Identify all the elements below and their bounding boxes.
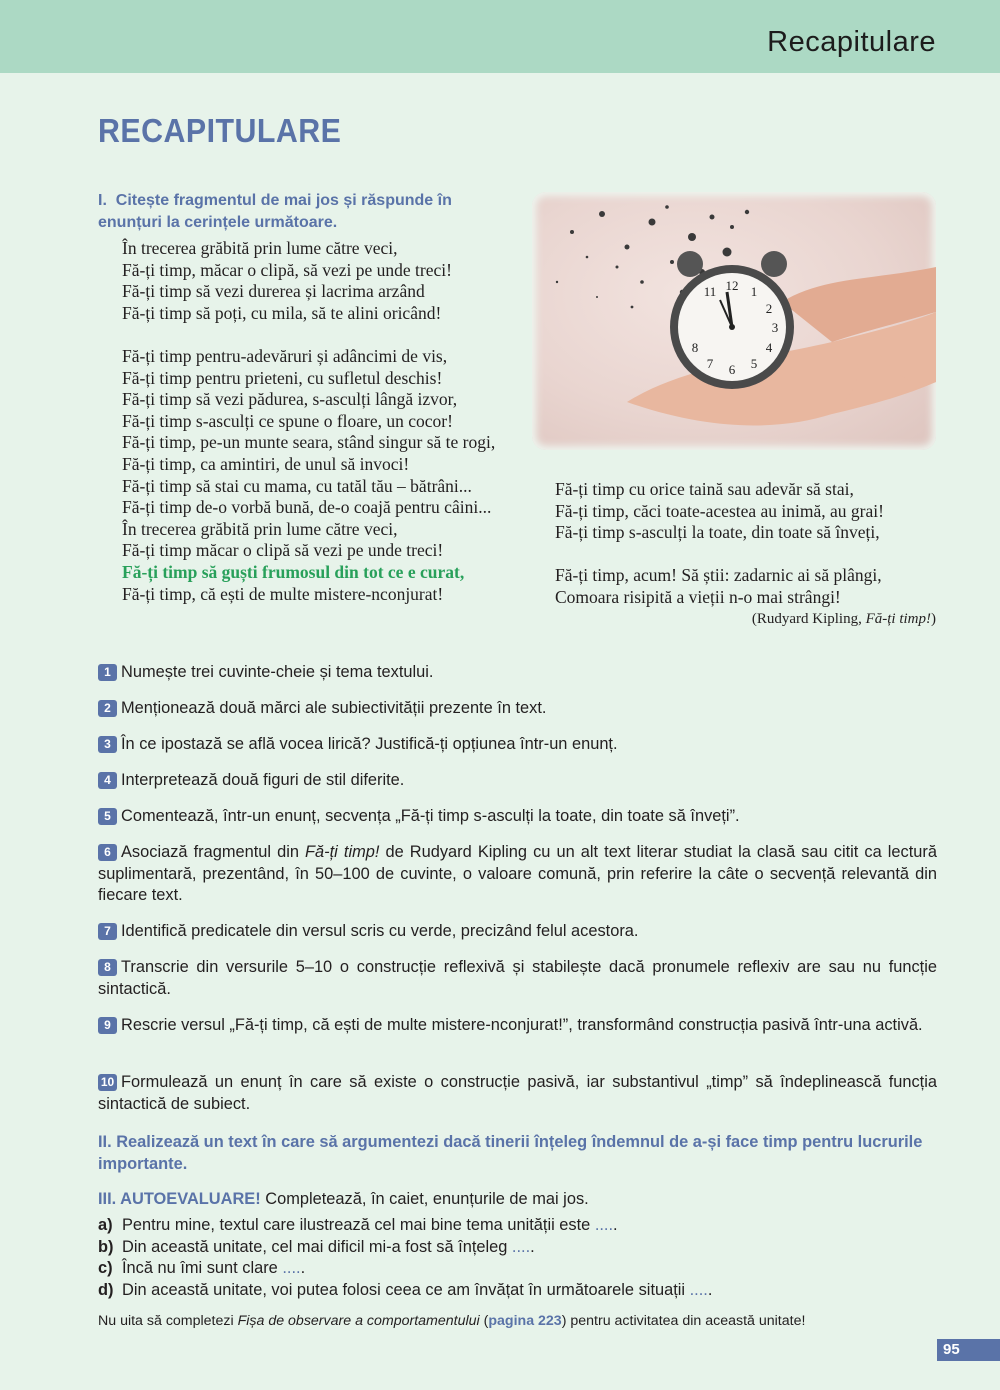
list-item xyxy=(98,1215,937,1237)
disintegrating-clock-illustration xyxy=(532,192,936,450)
question-text: Formulează un enunț în care să existe o construcție pasivă, iar substantivul „timp” să îndeplinească funcția sintactică de subiect. xyxy=(98,1073,937,1113)
question-number-badge: 5 xyxy=(98,808,117,825)
reminder-note xyxy=(98,1311,805,1331)
clock-number: 5 xyxy=(750,356,758,371)
poem-verse-green: Fă-ți timp să guști frumosul din tot ce e curat, xyxy=(122,561,465,582)
attribution-author: (Rudyard Kipling, xyxy=(751,611,866,627)
question-10 xyxy=(98,1072,937,1115)
poem-verse: Fă-ți timp, acum! Să știi: zadarnic ai să plângi, xyxy=(555,565,882,586)
section-3-self-evaluation xyxy=(98,1188,937,1210)
clock-number: 6 xyxy=(728,362,736,377)
poem-verse: Fă-ți timp, căci toate-acestea au inimă, au grai! xyxy=(555,500,884,521)
question-number-badge: 1 xyxy=(98,664,117,681)
poem-verse: Fă-ți timp, că ești de multe mistere-nconjurat! xyxy=(122,583,444,604)
poem-verse: Fă-ți timp s-asculți ce spune o floare, un cocor! xyxy=(122,410,453,431)
question-number-badge: 8 xyxy=(98,959,117,976)
question-text: Comentează, într-un enunț, secvența „Fă-ți timp s-asculți la toate, din toate să înveți”. xyxy=(121,807,740,825)
page-reference-link[interactable]: pagina 223 xyxy=(488,1313,562,1329)
poem-attribution xyxy=(752,611,936,628)
question-number-badge: 10 xyxy=(98,1074,117,1091)
question-text-post: de Rudyard Kipling cu un alt text literar studiat la clasă sau citit ca lectură suplimentară, prezentând, în 50–100 de cuvinte, o valoare comună, prin referire la câte o secvență relevantă din fiecare text. xyxy=(98,843,937,905)
stanza-gap xyxy=(555,544,884,566)
item-dots: .... xyxy=(594,1216,614,1234)
note-text: ) pentru activitatea din această unitate! xyxy=(561,1313,806,1329)
clock-number: 1 xyxy=(750,284,758,299)
poem-verse: Fă-ți timp pentru-adevăruri și adâncimi de vis, xyxy=(122,345,448,366)
question-text: În ce ipostază se află vocea lirică? Justifică-ți opțiunea într-un enunț. xyxy=(121,735,618,753)
question-5 xyxy=(98,806,937,828)
section-2-task: II. Realizează un text în care să argumentezi dacă tinerii înțeleg îndemnul de a-și face timp pentru lucrurile importante. xyxy=(98,1133,923,1173)
poem-verse: Fă-ți timp s-asculți la toate, din toate să înveți, xyxy=(555,522,880,543)
question-9 xyxy=(98,1015,937,1037)
list-item xyxy=(98,1280,937,1302)
section-3-text: Completează, în caiet, enunțurile de mai jos. xyxy=(260,1190,589,1208)
section-header-title: Recapitulare xyxy=(767,26,936,58)
clock-number: 2 xyxy=(765,301,773,316)
poem-verse: Fă-ți timp să vezi pădurea, s-asculți lângă izvor, xyxy=(122,389,458,410)
item-dots: .... xyxy=(689,1280,708,1299)
stanza-gap xyxy=(122,324,495,346)
poem-verse: Fă-ți timp să vezi durerea și lacrima arzând xyxy=(122,281,425,302)
question-2 xyxy=(98,698,937,720)
poem-verse: Fă-ți timp să poți, cu mila, să te alini oricând! xyxy=(122,302,442,323)
clock-number: 12 xyxy=(725,278,739,293)
item-letter: d) xyxy=(98,1280,114,1299)
section-1-instruction xyxy=(98,190,513,234)
question-4 xyxy=(98,770,937,792)
question-number-badge: 6 xyxy=(98,844,117,861)
question-text: Identifică predicatele din versul scris cu verde, precizând felul acestora. xyxy=(121,922,639,940)
note-title: Fișa de observare a comportamentului xyxy=(237,1313,480,1329)
poem-verse: În trecerea grăbită prin lume către veci, xyxy=(122,518,398,539)
item-end: . xyxy=(530,1237,535,1256)
item-text: Încă nu îmi sunt clare xyxy=(122,1259,283,1277)
question-text: Menționează două mărci ale subiectivității prezente în text. xyxy=(121,699,547,717)
question-1 xyxy=(98,662,937,684)
list-item xyxy=(98,1237,937,1259)
clock-photo xyxy=(532,192,936,450)
item-dots: .... xyxy=(282,1259,301,1277)
poem-verse: Comoara risipită a vieții n-o mai strângi! xyxy=(555,586,841,607)
clock-number: 8 xyxy=(691,340,699,355)
question-text: Interpretează două figuri de stil diferite. xyxy=(121,771,405,789)
question-8 xyxy=(98,957,937,1000)
poem-left-column xyxy=(122,238,495,605)
question-text-pre: Asociază fragmentul din xyxy=(121,843,306,861)
question-text-title: Fă-ți timp! xyxy=(305,843,380,861)
poem-verse: Fă-ți timp să stai cu mama, cu tatăl tău – bătrâni... xyxy=(122,475,472,496)
item-text: Din această unitate, voi putea folosi ceea ce am învățat în următoarele situații xyxy=(122,1280,690,1299)
clock-number: 3 xyxy=(771,320,779,335)
question-text: Rescrie versul „Fă-ți timp, că ești de multe mistere-nconjurat!”, transformând construcția pasivă într-una activă. xyxy=(121,1016,923,1034)
question-number-badge: 7 xyxy=(98,923,117,940)
poem-verse: Fă-ți timp măcar o clipă să vezi pe unde treci! xyxy=(122,540,444,561)
poem-right-column xyxy=(555,479,884,609)
attribution-title: Fă-ți timp! xyxy=(865,611,931,627)
item-end: . xyxy=(707,1280,713,1299)
note-text: ( xyxy=(479,1313,489,1329)
item-end: . xyxy=(613,1216,618,1234)
clock-number: 7 xyxy=(706,356,714,371)
poem-verse: Fă-ți timp, ca amintiri, de unul să invoci! xyxy=(122,453,410,474)
poem-verse: Fă-ți timp cu orice taină sau adevăr să stai, xyxy=(555,479,854,499)
item-text: Din această unitate, cel mai dificil mi-a fost să înțeleg xyxy=(122,1237,512,1256)
question-3 xyxy=(98,734,937,756)
note-text: Nu uita să completezi xyxy=(98,1313,238,1329)
section-3-heading: III. AUTOEVALUARE! xyxy=(98,1190,261,1208)
question-number-badge: 3 xyxy=(98,736,117,753)
poem-verse: Fă-ți timp, măcar o clipă, să vezi pe unde treci! xyxy=(122,259,452,280)
clock-number: 4 xyxy=(765,340,773,355)
item-letter: b) xyxy=(98,1237,114,1256)
self-evaluation-list xyxy=(98,1215,937,1301)
item-letter: a) xyxy=(98,1216,113,1234)
page-title: RECAPITULARE xyxy=(98,112,342,149)
poem-verse: Fă-ți timp de-o vorbă bună, de-o coajă pentru câini... xyxy=(122,497,492,518)
item-end: . xyxy=(300,1259,306,1277)
list-item xyxy=(98,1258,937,1280)
question-7 xyxy=(98,921,937,943)
attribution-close: ) xyxy=(931,611,936,627)
question-number-badge: 9 xyxy=(98,1017,117,1034)
item-letter: c) xyxy=(98,1259,113,1277)
clock-number: 11 xyxy=(703,284,717,299)
poem-verse: Fă-ți timp pentru prieteni, cu sufletul deschis! xyxy=(122,367,443,388)
header-bar xyxy=(0,0,1000,73)
poem-verse: Fă-ți timp, pe-un munte seara, stând singur să te rogi, xyxy=(122,432,496,453)
question-text: Transcrie din versurile 5–10 o construcție reflexivă și stabilește dacă pronumele reflexiv are sau nu funcție sintactică. xyxy=(98,958,937,998)
question-number-badge: 4 xyxy=(98,772,117,789)
section-1-number: I. xyxy=(98,192,107,209)
section-1-text: Citește fragmentul de mai jos și răspunde în enunțuri la cerințele următoare. xyxy=(98,192,452,231)
item-dots: .... xyxy=(511,1237,531,1256)
question-number-badge: 2 xyxy=(98,700,117,717)
item-text: Pentru mine, textul care ilustrează cel mai bine tema unității este xyxy=(122,1216,595,1234)
page-number: 95 xyxy=(937,1339,1000,1361)
question-6 xyxy=(98,842,937,907)
poem-verse: În trecerea grăbită prin lume către veci, xyxy=(122,238,398,258)
question-text: Numește trei cuvinte-cheie și tema textului. xyxy=(121,663,434,681)
